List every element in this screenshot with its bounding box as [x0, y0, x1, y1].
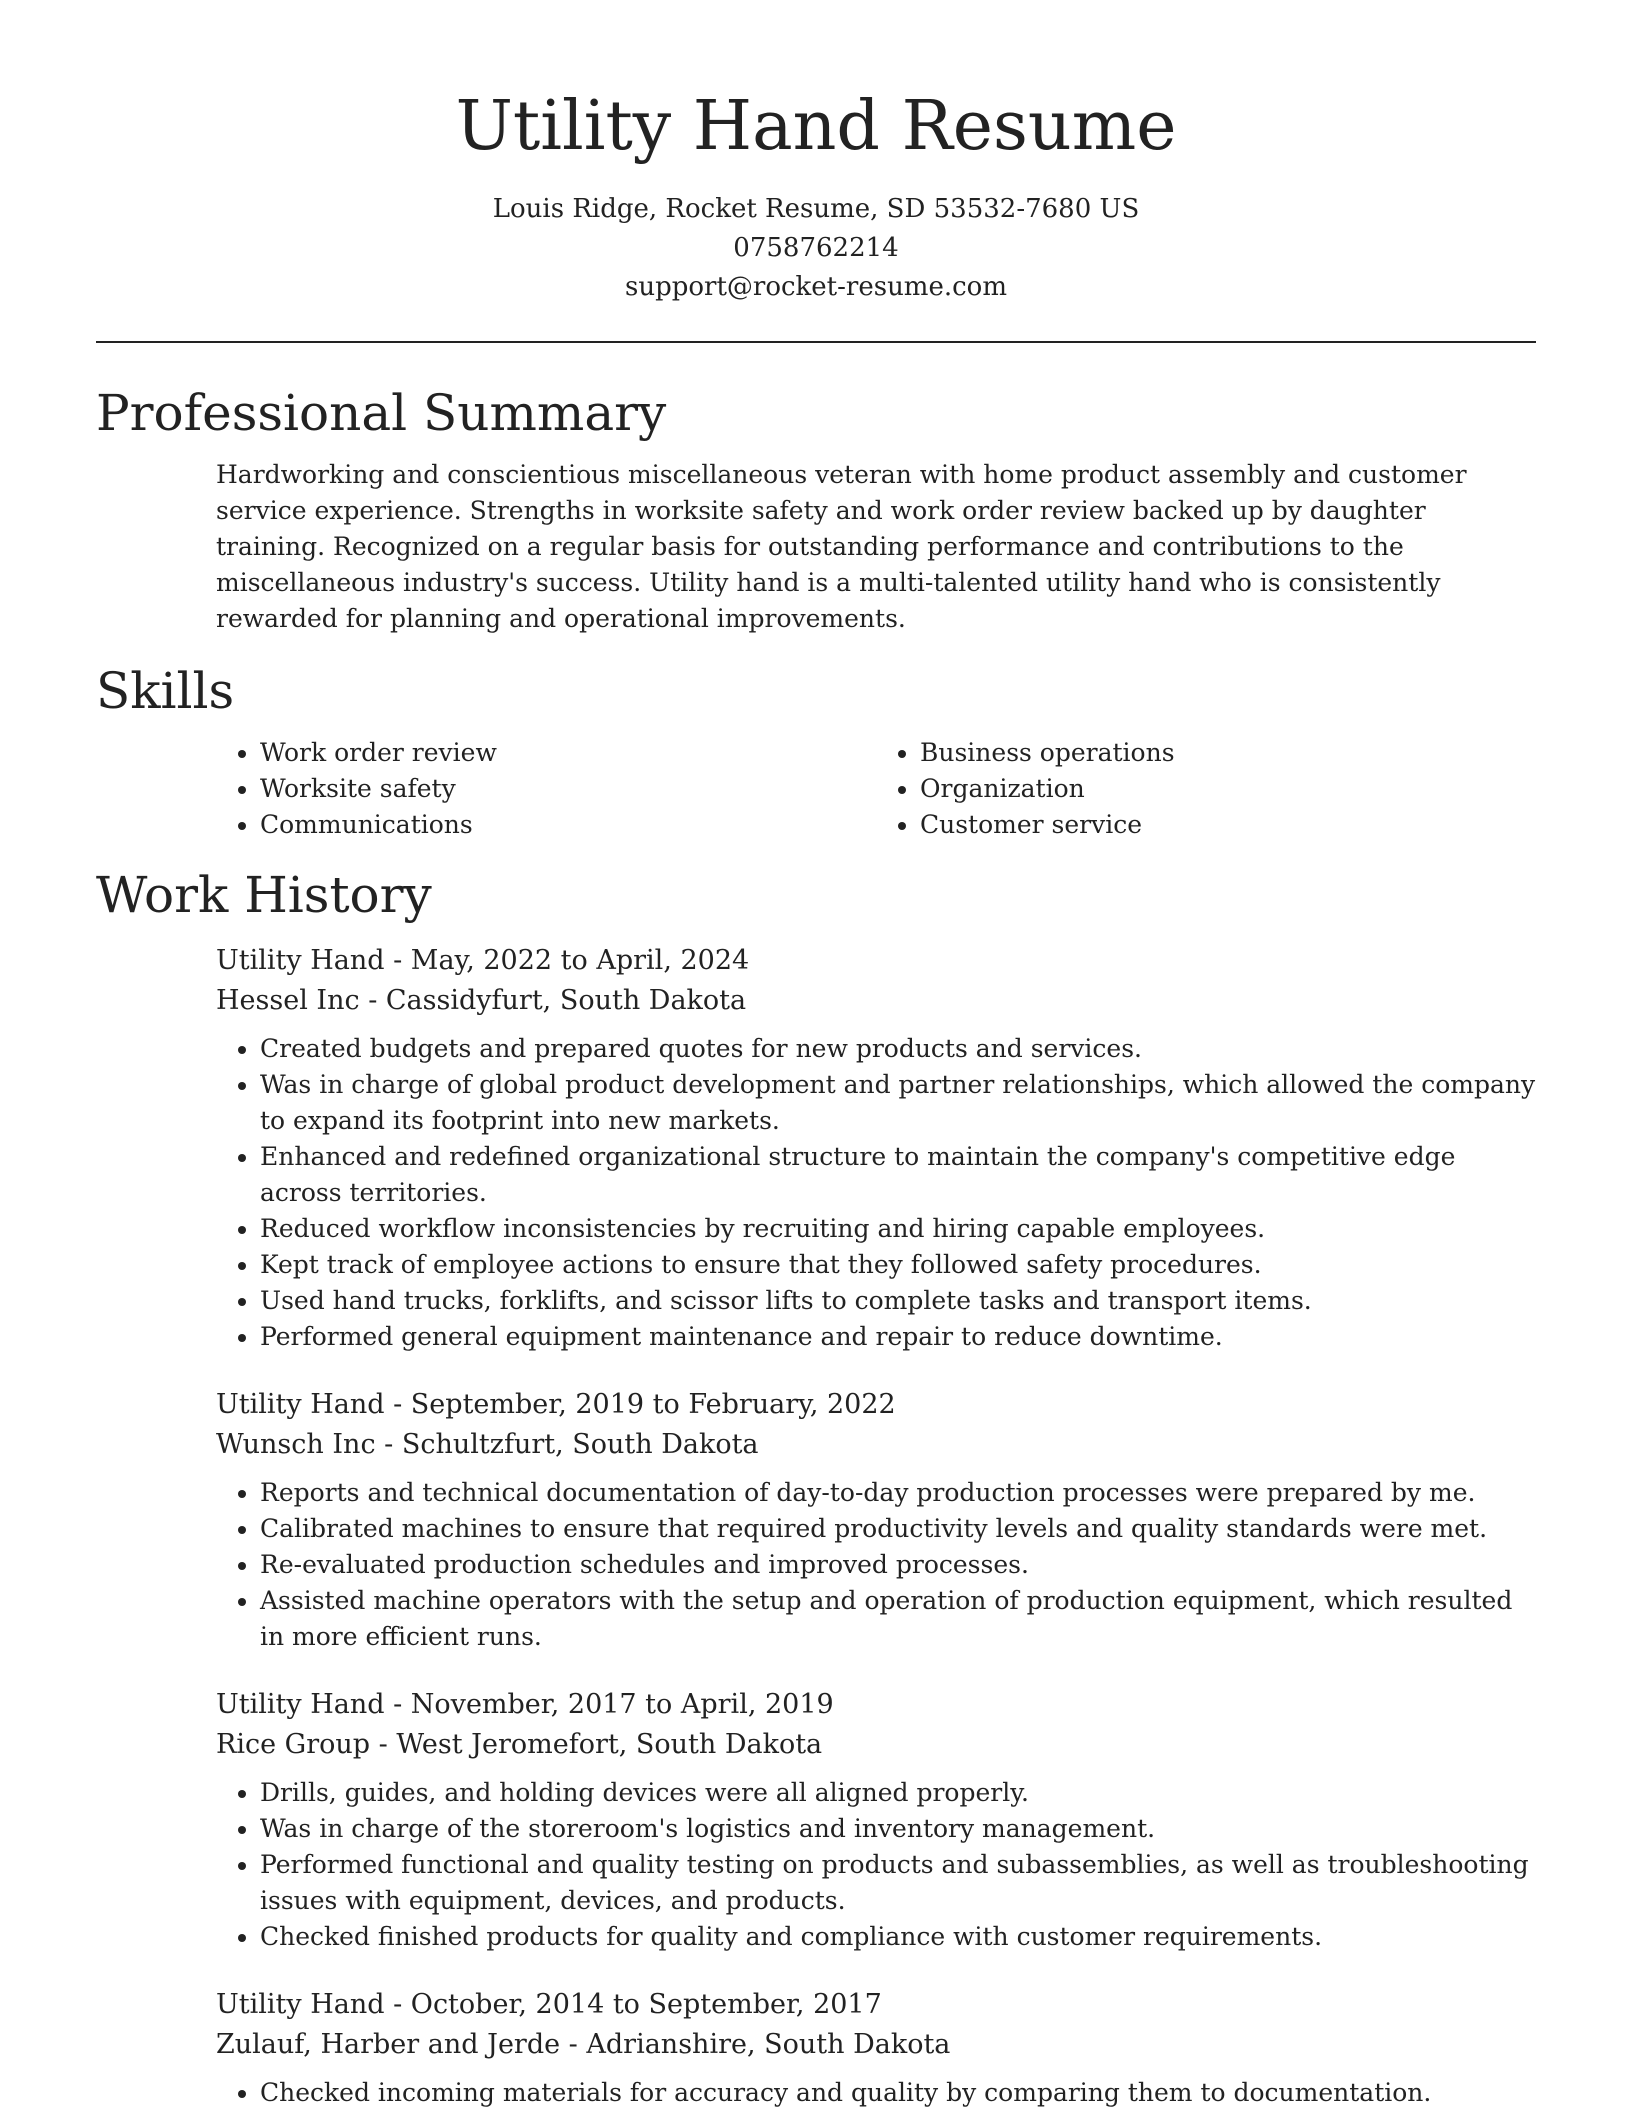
job-company-line	[216, 1425, 1536, 1465]
job-bullet: • Re-evaluated production schedules and improved processes.	[260, 1547, 1536, 1583]
job-title: Utility Hand	[216, 945, 385, 976]
job-bullet: • Used hand trucks, forklifts, and scissor lifts to complete tasks and transport items.	[260, 1283, 1536, 1319]
job-bullet: • Drills, guides, and holding devices were all aligned properly.	[260, 1775, 1536, 1811]
job-bullet: • Checked finished products for quality and compliance with customer requirements.	[260, 1919, 1536, 1955]
skills-heading: Skills	[96, 662, 235, 720]
job-title: Utility Hand	[216, 1989, 385, 2020]
job-bullets	[216, 1031, 1536, 1355]
job-bullet: • Performed general equipment maintenance and repair to reduce downtime.	[260, 1319, 1536, 1355]
job-bullet: • Reduced workflow inconsistencies by recruiting and hiring capable employees.	[260, 1211, 1536, 1247]
job-bullet: • Checked incoming materials for accuracy and quality by comparing them to documentation.	[260, 2075, 1536, 2111]
job-dates: - September, 2019 to February, 2022	[384, 1389, 896, 1420]
summary-text: Hardworking and conscientious miscellaneous veteran with home product assembly and customer service experience. Strengths in worksite safety and work order review backed up by daughter training. Recognized on a regular basis for outstanding performance and contributions to the miscellaneous industry's success. Utility hand is a multi-talented utility hand who is consistently rewarded for planning and operational improvements.	[216, 460, 1467, 633]
job-company: Hessel Inc	[216, 985, 360, 1016]
job-bullets	[216, 1775, 1536, 1955]
header-divider	[96, 341, 1536, 343]
summary-heading: Professional Summary	[96, 384, 667, 442]
job-company: Rice Group	[216, 1729, 371, 1760]
skills-column-right	[876, 735, 1536, 843]
job-title: Utility Hand	[216, 1389, 385, 1420]
skill-item: • Organization	[920, 771, 1536, 807]
job-location: - Schultzfurt, South Dakota	[375, 1429, 759, 1460]
job-dates: - November, 2017 to April, 2019	[384, 1689, 834, 1720]
job-title-line	[216, 1985, 1536, 2025]
job-bullet: • Enhanced and redefined organizational structure to maintain the company's competitive edge across territories.	[260, 1139, 1536, 1211]
job-bullet: • Was in charge of the storeroom's logistics and inventory management.	[260, 1811, 1536, 1847]
job-bullets	[216, 2075, 1536, 2111]
job-company-line	[216, 1725, 1536, 1765]
job-entry	[216, 941, 1536, 1355]
job-title: Utility Hand	[216, 1689, 385, 1720]
job-bullet: • Assisted machine operators with the setup and operation of production equipment, which resulted in more efficient runs.	[260, 1583, 1536, 1655]
contact-phone: 0758762214	[733, 233, 899, 263]
job-bullets	[216, 1475, 1536, 1655]
job-bullet: • Reports and technical documentation of day-to-day production processes were prepared by me.	[260, 1475, 1536, 1511]
resume-title: Utility Hand Resume	[455, 87, 1177, 166]
job-bullet: • Performed functional and quality testing on products and subassemblies, as well as troubleshooting issues with equipment, devices, and products.	[260, 1847, 1536, 1919]
skill-item: • Work order review	[260, 735, 876, 771]
contact-address: Louis Ridge, Rocket Resume, SD 53532-7680 US	[492, 194, 1140, 224]
work-history-heading: Work History	[96, 866, 432, 924]
skills-list	[216, 735, 1536, 843]
job-dates: - October, 2014 to September, 2017	[384, 1989, 882, 2020]
job-location: - Adrianshire, South Dakota	[560, 2029, 951, 2060]
job-bullet: • Created budgets and prepared quotes for new products and services.	[260, 1031, 1536, 1067]
contact-email: support@rocket-resume.com	[624, 272, 1007, 302]
job-company: Wunsch Inc	[216, 1429, 376, 1460]
job-entry	[216, 1685, 1536, 1955]
job-bullet: • Kept track of employee actions to ensure that they followed safety procedures.	[260, 1247, 1536, 1283]
job-title-line	[216, 1685, 1536, 1725]
job-dates: - May, 2022 to April, 2024	[384, 945, 750, 976]
skills-column-left	[216, 735, 876, 843]
job-title-line	[216, 941, 1536, 981]
job-company: Zulauf, Harber and Jerde	[216, 2029, 561, 2060]
job-bullet: • Calibrated machines to ensure that required productivity levels and quality standards were met.	[260, 1511, 1536, 1547]
job-location: - Cassidyfurt, South Dakota	[359, 985, 747, 1016]
job-location: - West Jeromefort, South Dakota	[370, 1729, 823, 1760]
job-entry	[216, 1985, 1536, 2111]
job-company-line	[216, 2025, 1536, 2065]
skill-item: • Customer service	[920, 807, 1536, 843]
job-company-line	[216, 981, 1536, 1021]
resume-header	[96, 0, 1536, 307]
skill-item: • Communications	[260, 807, 876, 843]
skill-item: • Worksite safety	[260, 771, 876, 807]
job-title-line	[216, 1385, 1536, 1425]
resume-page	[96, 0, 1536, 2111]
job-entry	[216, 1385, 1536, 1655]
job-bullet: • Was in charge of global product development and partner relationships, which allowed the company to expand its footprint into new markets.	[260, 1067, 1536, 1139]
contact-info	[96, 190, 1536, 307]
skill-item: • Business operations	[920, 735, 1536, 771]
